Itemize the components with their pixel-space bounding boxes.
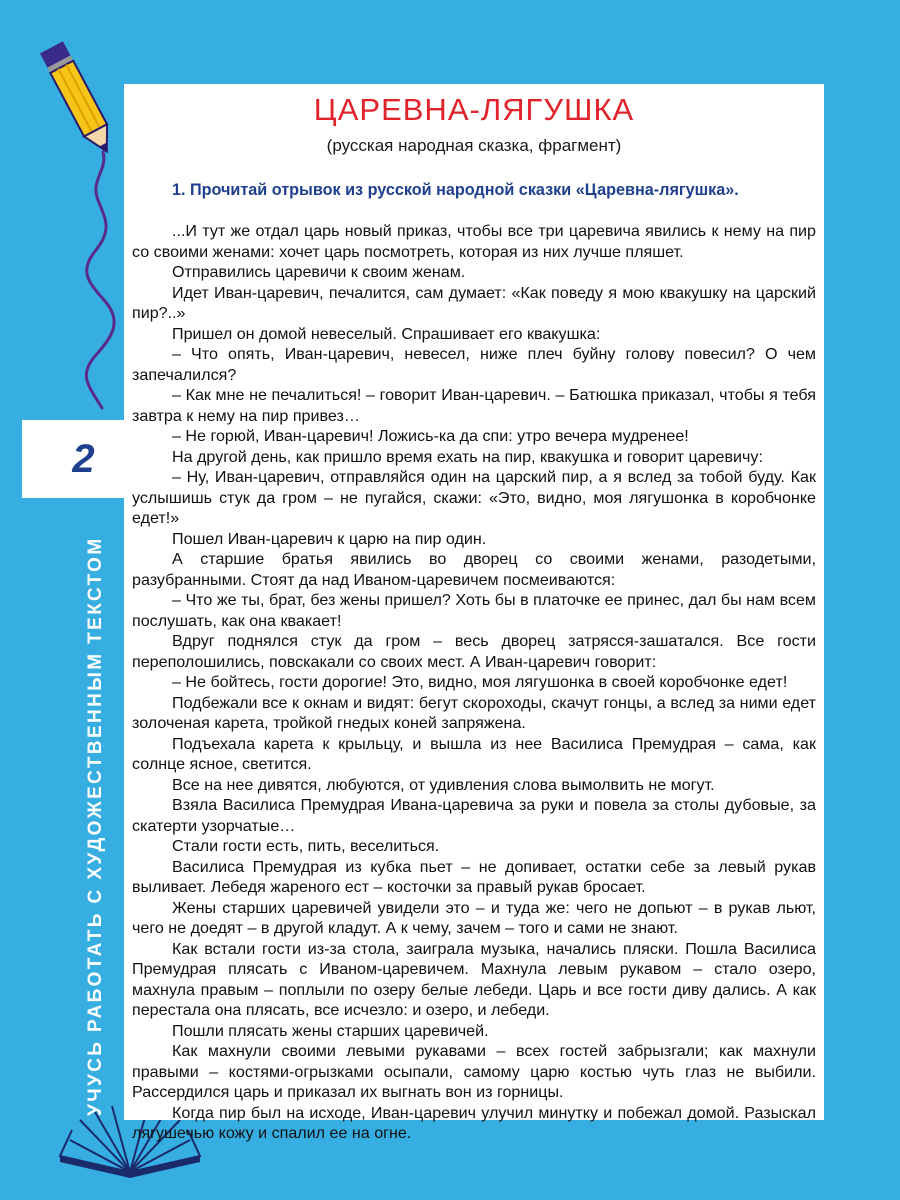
- story-paragraph: Подъехала карета к крыльцу, и вышла из нее Василиса Премудрая – сама, как солнце ясное, светится.: [132, 734, 816, 773]
- story-paragraph: – Не горюй, Иван-царевич! Ложись-ка да спи: утро вечера мудренее!: [172, 427, 689, 445]
- story-paragraph: Когда пир был на исходе, Иван-царевич улучил минутку и побежал домой. Разыскал лягушечью кожу и спалил ее на огне.: [132, 1103, 816, 1142]
- story-paragraph: Василиса Премудрая из кубка пьет – не допивает, остатки себе за левый рукав выливает. Лебедя жареного ест – косточки за правый рукав бросает.: [132, 857, 816, 896]
- story-paragraph: А старшие братья явились во дворец со своими женами, разодетыми, разубранными. Стоят да над Иваном-царевичем посмеиваются:: [132, 550, 816, 589]
- story-paragraph: – Что же ты, брат, без жены пришел? Хоть бы в платочке ее принес, дал бы нам всем послушать, как она квакает!: [132, 591, 816, 630]
- story-paragraph: ...И тут же отдал царь новый приказ, чтобы все три царевича явились к нему на пир со своими женами: хочет царь посмотреть, которая из них лучше пляшет.: [132, 222, 816, 261]
- pencil-icon: [40, 34, 120, 164]
- story-paragraph: – Как мне не печалиться! – говорит Иван-царевич. – Батюшка приказал, чтобы я тебя завтра к нему на пир привез…: [132, 386, 816, 425]
- story-paragraph: Пошел Иван-царевич к царю на пир один.: [172, 529, 487, 548]
- story-paragraph: Идет Иван-царевич, печалится, сам думает: «Как поведу я мою квакушку на царский пир?..»: [132, 283, 816, 322]
- page-title: ЦАРЕВНА-ЛЯГУШКА: [313, 92, 635, 127]
- story-paragraph: Вдруг поднялся стук да гром – весь дворец затрясся-зашатался. Все гости переполошились, повскакали со своих мест. А Иван-царевич говорит:: [132, 632, 816, 671]
- story-paragraph: Все на нее дивятся, любуются, от удивления слова вымолвить не могут.: [172, 775, 715, 794]
- page-subtitle: (русская народная сказка, фрагмент): [326, 136, 622, 155]
- story-paragraph: На другой день, как пришло время ехать на пир, квакушка и говорит царевичу:: [172, 447, 763, 466]
- story-paragraph: Отправились царевичи к своим женам.: [172, 263, 466, 281]
- story-paragraph: Жены старших царевичей увидели это – и туда же: чего не допьют – в рукав льют, чего не доедят – в другой кладут. А к чему, зачем – того и сами не знают.: [132, 898, 816, 937]
- story-paragraph: Подбежали все к окнам и видят: бегут скороходы, скачут гонцы, а вслед за ними едет золоченая карета, тройкой гнедых коней запряжена.: [132, 693, 816, 732]
- text-page: [124, 84, 824, 1142]
- story-paragraph: Как махнули своими левыми рукавами – всех гостей забрызгали; как махнули правыми – костями-огрызками осыпали, самому царю костью чуть глаз не выбили. Рассердился царь и приказал их выгнать вон из горницы.: [132, 1042, 816, 1101]
- squiggle-line-decoration: [78, 150, 128, 410]
- story-paragraph: Пришел он домой невеселый. Спрашивает его квакушка:: [172, 324, 601, 343]
- story-text: [132, 221, 816, 1144]
- story-paragraph: – Не бойтесь, гости дорогие! Это, видно, моя лягушонка в своей коробчонке едет!: [172, 673, 788, 691]
- story-paragraph: Стали гости есть, пить, веселиться.: [172, 837, 440, 855]
- task-instruction: 1. Прочитай отрывок из русской народной сказки «Царевна-лягушка».: [172, 181, 739, 199]
- section-vertical-label: УЧУСЬ РАБОТАТЬ С ХУДОЖЕСТВЕННЫМ ТЕКСТОМ: [85, 536, 106, 1116]
- story-paragraph: Взяла Василиса Премудрая Ивана-царевича за руки и повела за столы дубовые, за скатерти узорчатые…: [132, 796, 816, 835]
- story-paragraph: Пошли плясать жены старших царевичей.: [172, 1021, 489, 1040]
- story-paragraph: – Что опять, Иван-царевич, невесел, ниже плеч буйну голову повесил? О чем запечалился?: [132, 345, 816, 384]
- story-paragraph: Как встали гости из-за стола, заиграла музыка, начались пляски. Пошла Василиса Премудрая плясать с Иваном-царевичем. Махнула левым рукавом – стало озеро, махнула правым – поплыли по озеру белые лебеди. Царь и все гости диву дались. А как перестала она плясать, все исчезло: и озеро, и лебеди.: [132, 939, 816, 1019]
- story-paragraph: – Ну, Иван-царевич, отправляйся один на царский пир, а я вслед за тобой буду. Как услышишь стук да гром – не пугайся, скажи: «Это, видно, моя лягушонка в коробчонке едет!»: [132, 468, 816, 527]
- page-number: 2: [72, 436, 95, 481]
